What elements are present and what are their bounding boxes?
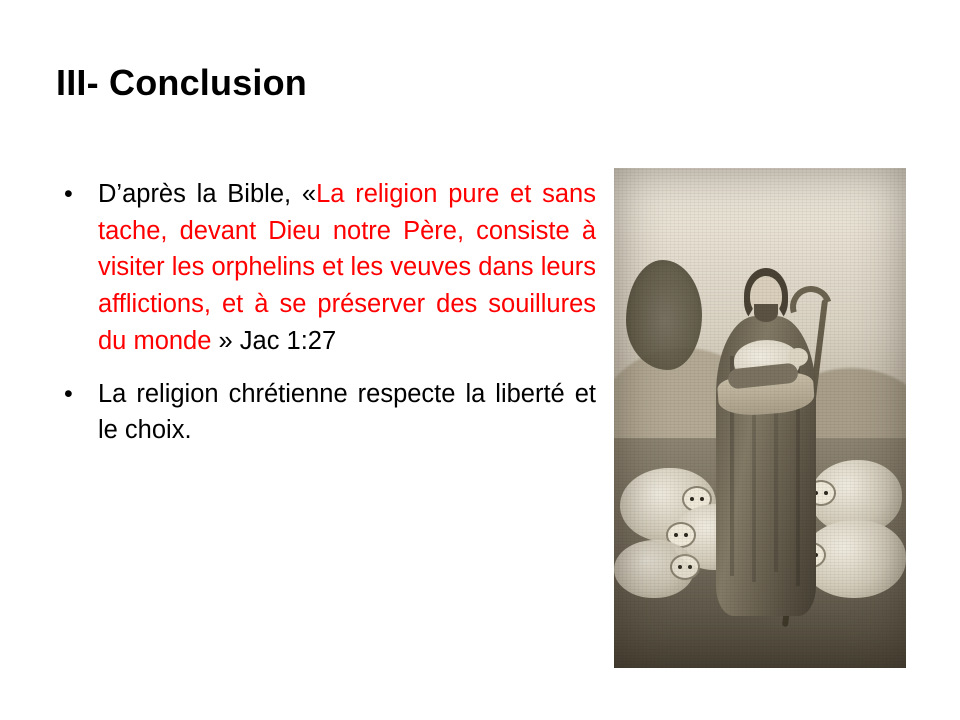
- bible-quote-text: La religion pure et sans tache, devant Dieu notre Père, consiste à visiter les orphelins et les veuves dans leurs afflictions, et à se préserver des souillures du monde: [98, 180, 596, 355]
- page-title: III- Conclusion: [56, 62, 307, 103]
- bullet-marker: •: [64, 180, 73, 208]
- illustration-canvas: [614, 168, 906, 668]
- bullet-lead-text: D’après la Bible, «: [98, 180, 317, 208]
- bullet-marker: •: [64, 379, 73, 408]
- bullet-text: La religion chrétienne respecte la liberté et le choix.: [98, 379, 596, 445]
- shepherd-illustration: [614, 168, 906, 668]
- slide-body: [56, 176, 596, 449]
- shepherd-figure: [710, 224, 822, 642]
- shepherd-beard: [754, 304, 778, 322]
- tree-icon: [626, 260, 702, 370]
- sheep-icon: [614, 540, 694, 598]
- bible-reference-text: » Jac 1:27: [211, 326, 337, 355]
- bullet-item: [56, 176, 596, 360]
- bullet-item: [56, 376, 596, 449]
- bullet-text: [98, 176, 596, 360]
- sheep-face-icon: [670, 554, 700, 580]
